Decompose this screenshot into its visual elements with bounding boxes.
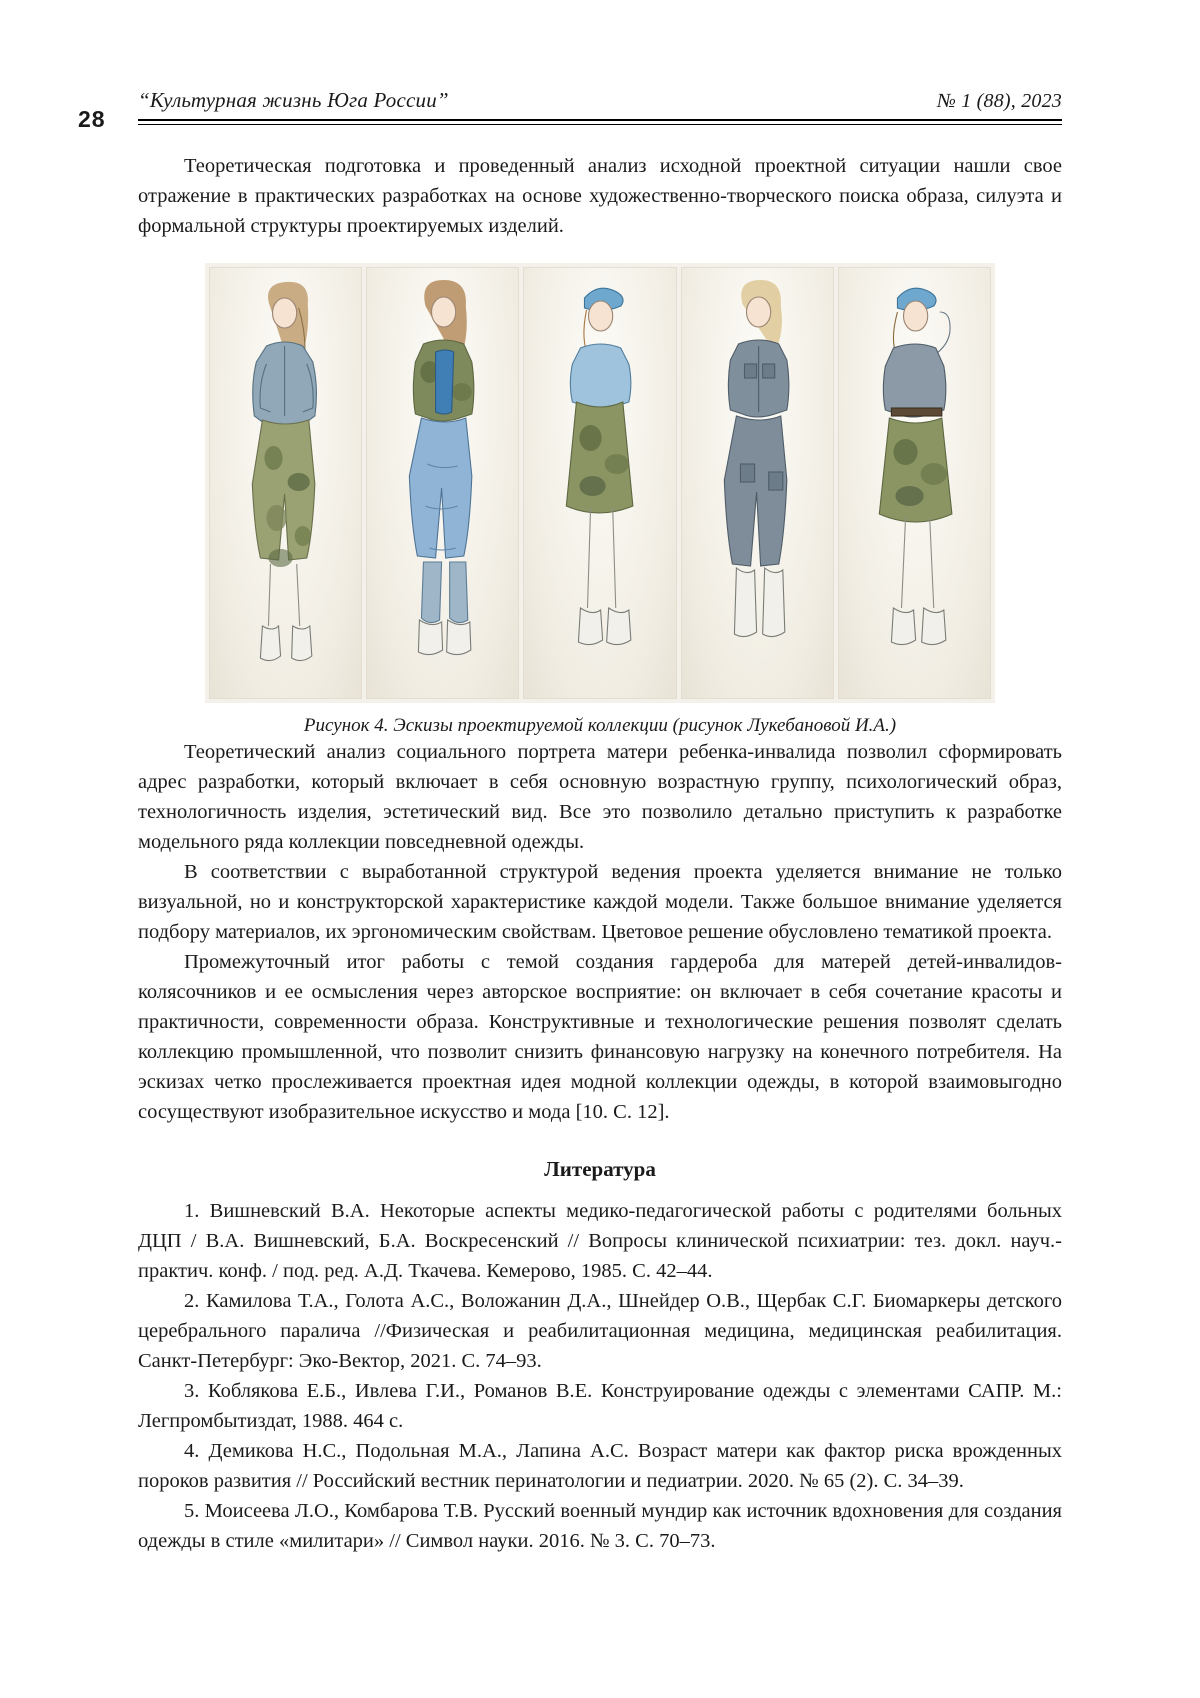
page-content xyxy=(78,88,1062,1556)
paragraph-structure: В соответствии с выработанной структурой ведения проекта уделяется внимание не только визуальной, но и конструкторской характеристике каждой модели. Также большое внимание уделяется подбору материалов, их эргономическим свойствам. Цветовое решение обусловлено тематикой проекта. xyxy=(138,861,1062,943)
reference-item-4: 4. Демикова Н.С., Подольная М.А., Лапина А.С. Возраст матери как фактор риска врожденных пороков развития // Российский вестник перинатологии и педиатрии. 2020. № 65 (2). С. 34–39. xyxy=(138,1440,1062,1492)
sketch-panel-3 xyxy=(523,267,676,699)
sketch-panel-2 xyxy=(366,267,519,699)
sketch-panel-5 xyxy=(838,267,991,699)
running-head xyxy=(78,88,1062,132)
sketch-strip xyxy=(205,263,995,703)
sketch-panel-1 xyxy=(209,267,362,699)
references-heading: Литература xyxy=(544,1157,656,1181)
paragraph-intro: Теоретическая подготовка и проведенный анализ исходной проектной ситуации нашли свое отражение в практических разработках на основе художественно-творческого поиска образа, силуэта и формальной структуры проектируемых изделий. xyxy=(138,155,1062,237)
sketch-panel-4 xyxy=(681,267,834,699)
reference-item-5: 5. Моисеева Л.О., Комбарова Т.В. Русский военный мундир как источник вдохновения для создания одежды в стиле «милитари» // Символ науки. 2016. № 3. С. 70–73. xyxy=(138,1500,1062,1552)
figure-4 xyxy=(138,263,1062,737)
reference-item-2: 2. Камилова Т.А., Голота А.С., Воложанин Д.А., Шнейдер О.В., Щербак С.Г. Биомаркеры детского церебрального паралича //Физическая и реабилитационная медицина, медицинская реабилитация. Санкт-Петербург: Эко-Вектор, 2021. С. 74–93. xyxy=(138,1290,1062,1372)
journal-title: “Культурная жизнь Юга России” xyxy=(138,88,449,112)
page-number: 28 xyxy=(78,106,106,132)
header-divider xyxy=(138,119,1062,125)
paragraph-analysis: Теоретический анализ социального портрета матери ребенка-инвалида позволил сформировать адрес разработки, который включает в себя основную возрастную группу, психологический образ, технологичность изделия, эстетический вид. Все это позволило детально приступить к разработке модельного ряда коллекции повседневной одежды. xyxy=(138,741,1062,853)
issue-info: № 1 (88), 2023 xyxy=(937,90,1062,112)
paragraph-summary: Промежуточный итог работы с темой создания гардероба для матерей детей-инвалидов-колясочников и ее осмысления через авторское восприятие: он включает в себя сочетание красоты и практичности, современности образа. Конструктивные и технологические решения позволят сделать коллекцию промышленной, что позволит снизить финансовую нагрузку на конечного потребителя. На эскизах четко прослеживается проектная идея модной коллекции одежды, в которой взаимовыгодно сосуществуют изобразительное искусство и мода [10. С. 12]. xyxy=(138,951,1062,1123)
figure-caption: Рисунок 4. Эскизы проектируемой коллекции (рисунок Лукебановой И.А.) xyxy=(303,715,897,736)
reference-item-3: 3. Коблякова Е.Б., Ивлева Г.И., Романов В.Е. Конструирование одежды с элементами САПР. М.: Легпромбытиздат, 1988. 464 с. xyxy=(138,1380,1062,1432)
reference-item-1: 1. Вишневский В.А. Некоторые аспекты медико-педагогической работы с родителями больных ДЦП / В.А. Вишневский, Б.А. Воскресенский // Вопросы клинической психиатрии: тез. докл. науч.-практич. конф. / под. ред. А.Д. Ткачева. Кемерово, 1985. С. 42–44. xyxy=(138,1200,1062,1282)
